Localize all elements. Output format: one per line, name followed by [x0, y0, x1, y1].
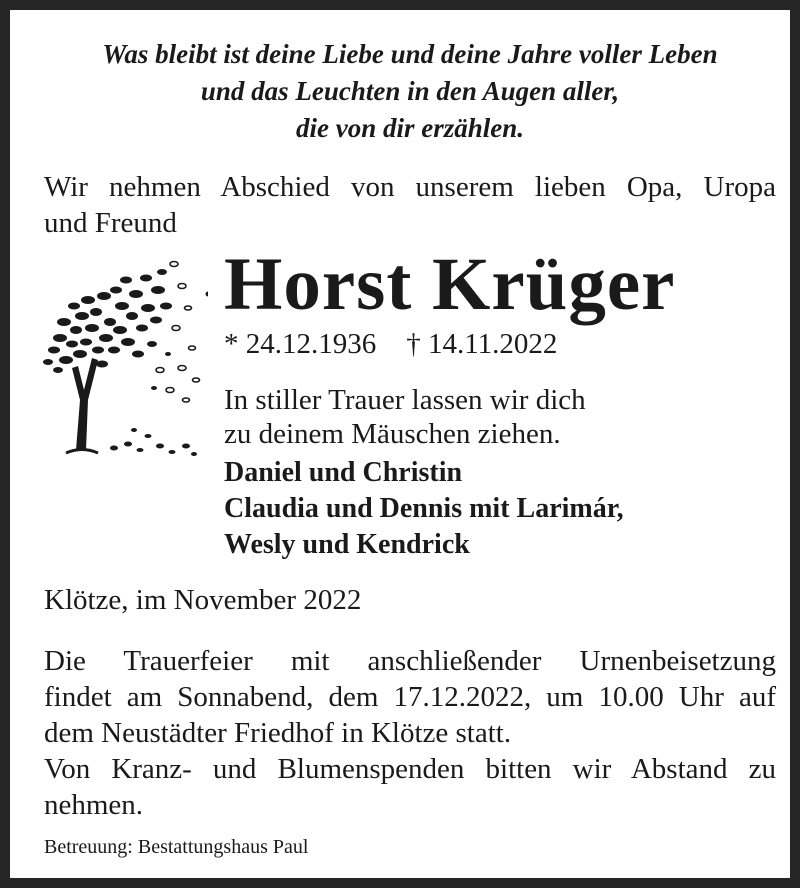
place-and-date: Klötze, im November 2022: [44, 584, 362, 616]
life-dates: [224, 325, 557, 363]
info-line: dem Neustädter Friedhof in Klötze statt.: [44, 717, 512, 749]
poem-line: Was bleibt ist deine Liebe und deine Jahre voller Leben: [102, 39, 718, 69]
info-line: nehmen.: [44, 789, 144, 821]
poem-line: die von dir erzählen.: [295, 113, 524, 143]
death-date: † 14.11.2022: [406, 328, 558, 360]
mourning-text: [224, 383, 586, 451]
intro-line: und Freund: [44, 207, 177, 239]
tree-with-falling-leaves-icon: [36, 250, 208, 465]
mourner-line: Claudia und Dennis mit Larimár,: [224, 493, 624, 524]
mourning-line: In stiller Trauer lassen wir dich: [224, 384, 586, 416]
birth-date: * 24.12.1936: [224, 328, 377, 360]
memorial-poem: [30, 36, 790, 147]
funeral-info: [44, 643, 776, 823]
info-line: Die Trauerfeier mit anschließender Urnenbeisetzung: [44, 645, 776, 677]
intro-line: Wir nehmen Abschied von unserem lieben Opa, Uropa: [44, 171, 776, 203]
mourners-list: [224, 455, 624, 563]
info-line: Von Kranz- und Blumenspenden bitten wir Abstand zu: [44, 753, 776, 785]
farewell-intro: [44, 169, 776, 241]
poem-line: und das Leuchten in den Augen aller,: [200, 76, 620, 106]
mourner-line: Daniel und Christin: [224, 457, 463, 488]
deceased-name: Horst Krüger: [224, 243, 676, 326]
mourner-line: Wesly und Kendrick: [224, 529, 470, 560]
funeral-home-credit: Betreuung: Bestattungshaus Paul: [44, 836, 309, 858]
mourning-line: zu deinem Mäuschen ziehen.: [224, 418, 561, 450]
info-line: findet am Sonnabend, dem 17.12.2022, um 10.00 Uhr auf: [44, 681, 776, 713]
